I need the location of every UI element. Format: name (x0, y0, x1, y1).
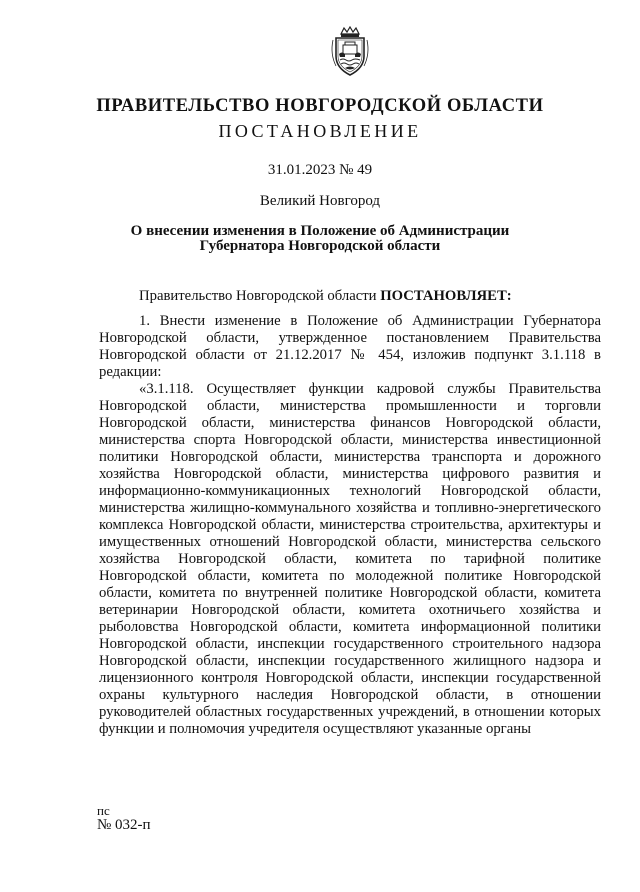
document-title-line-2: Губернатора Новгородской области (199, 238, 441, 254)
document-title-line-1: О внесении изменения в Положение об Администрации (130, 223, 510, 239)
document-body (99, 288, 601, 738)
footer-doc-code: № 032-п (97, 817, 151, 833)
item-1-quote-paragraph: «3.1.118. Осуществляет функции кадровой службы Правительства Новгородской области, министерства промышленности и торговли Новгородской области, министерства финансов Новгородской области, министерства спорта Новгородской области, министерства инвестиционной политики Новгородской области, министерства транспорта и дорожного хозяйства Новгородской области, министерства цифрового развития и информационно-коммуникационных технологий Новгородской области, министерства жилищно-коммунального хозяйства и топливно-энергетического комплекса Новгородской области, министерства строительства, архитектуры и имущественных отношений Новгородской области, министерства сельского хозяйства Новгородской области, комитета по тарифной политике Новгородской области, комитета по молодежной политике Новгородской области, комитета по внутренней политике Новгородской области, комитета ветеринарии Новгородской области, комитета охотничьего хозяйства и рыболовства Новгородской области, комитета информационной политики Новгородской области, инспекции государственного строительного надзора Новгородской области, инспекции государственного жилищного надзора и лицензионного контроля Новгородской области, инспекции государственной охраны культурного наследия Новгородской области, в отношении руководителей областных государственных учреждений, в отношении которых функции и полномочия учредителя осуществляют указанные органы (99, 381, 601, 737)
footer-code (97, 804, 151, 832)
coat-of-arms-icon (327, 26, 373, 78)
preamble-paragraph (99, 288, 601, 305)
footer-initials: пс (97, 803, 110, 818)
document-title (0, 224, 640, 254)
item-1-paragraph: 1. Внести изменение в Положение об Администрации Губернатора Новгородской области, утвержденное постановлением Правительства Новгородской области от 21.12.2017 № 454, изложив подпункт 3.1.118 в редакции: (99, 313, 601, 380)
document-type: ПОСТАНОВЛЕНИЕ (218, 121, 422, 141)
document-date-number: 31.01.2023 № 49 (267, 162, 373, 178)
document-city: Великий Новгород (259, 193, 381, 209)
preamble-verb: ПОСТАНОВЛЯЕТ: (380, 288, 512, 304)
organization-name: ПРАВИТЕЛЬСТВО НОВГОРОДСКОЙ ОБЛАСТИ (96, 96, 544, 116)
preamble-text: Правительство Новгородской области (139, 288, 381, 304)
